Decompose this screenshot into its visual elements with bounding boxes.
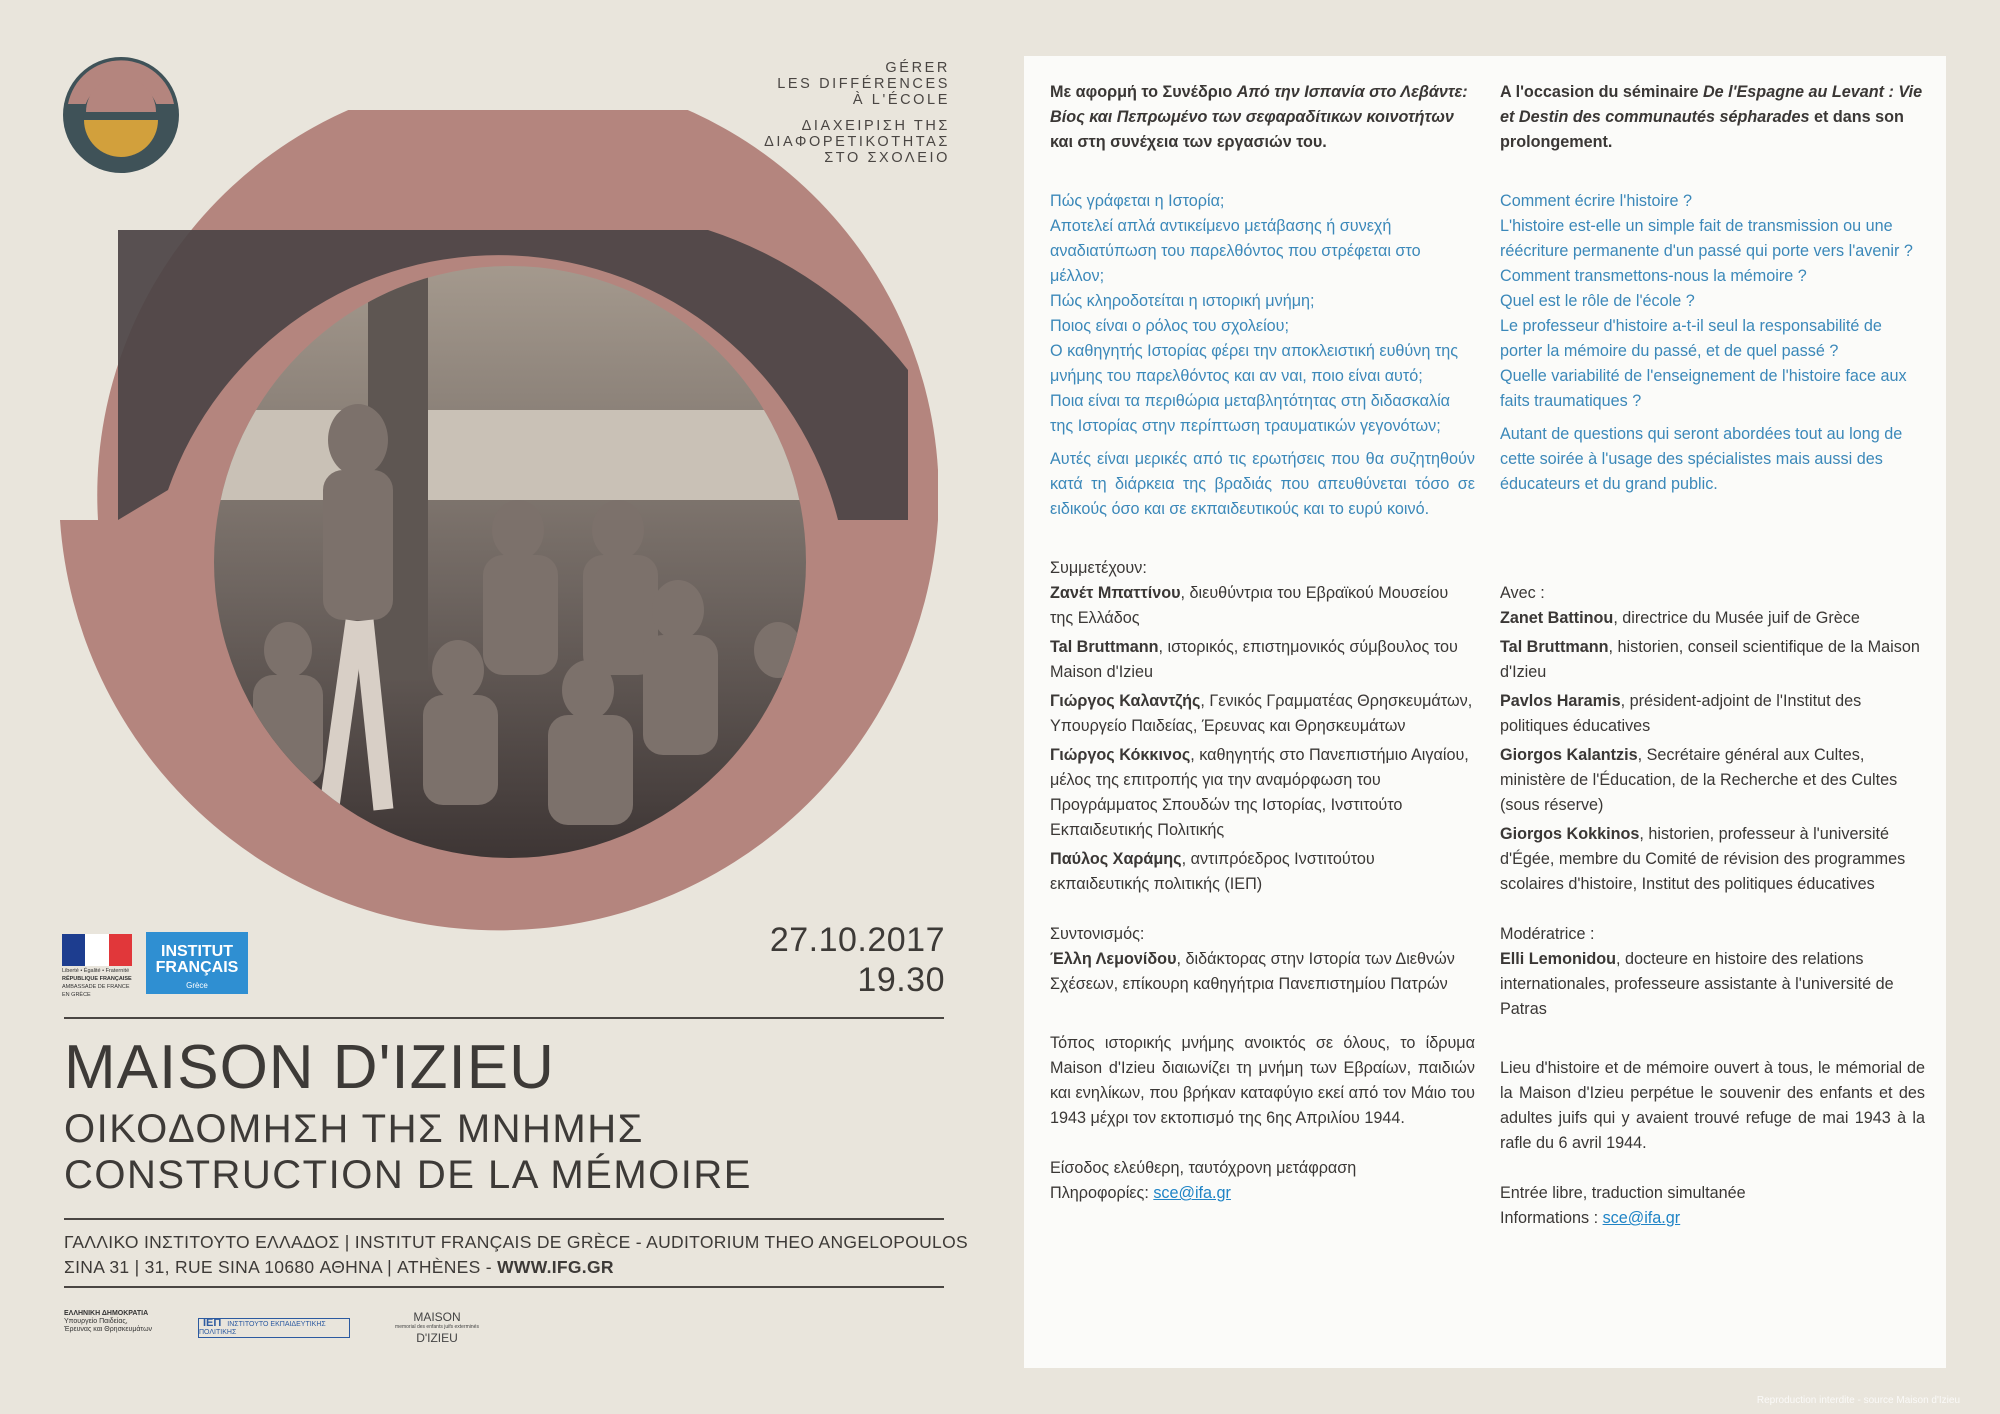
- event-subtitles: [64, 1106, 752, 1198]
- moderator-name: Έλλη Λεμονίδου: [1050, 950, 1177, 968]
- participant-desc: , historien, conseil scientifique de la Maison d'Izieu: [1500, 638, 1920, 681]
- moderation-label: Modératrice :: [1500, 925, 1595, 943]
- seminar-title: De l'Espagne au Levant : Vie et Destin des communautés sépharades: [1500, 83, 1923, 126]
- entry-info: Entrée libre, traduction simultanée: [1500, 1184, 1746, 1202]
- maison-izieu-logo: [382, 1310, 492, 1345]
- intro-text: et dans son prolongement.: [1500, 108, 1904, 151]
- place-description: Lieu d'histoire et de mémoire ouvert à tous, le mémorial de la Maison d'Izieu perpétue le souvenir des enfants et des adultes juifs qui y avaient trouvé refuge de mai 1943 à la rafle du 6 avril 1944.: [1500, 1059, 1925, 1152]
- event-time: 19.30: [857, 961, 945, 999]
- moderator: [1050, 947, 1475, 997]
- event-title: MAISON D'IZIEU: [64, 1033, 555, 1102]
- participant-desc: , directrice du Musée juif de Grèce: [1613, 609, 1860, 627]
- question: Πώς κληροδοτείται η ιστορική μνήμη;: [1050, 292, 1315, 310]
- event-date: 27.10.2017: [769, 921, 945, 959]
- tagline-gr-line: ΣΤΟ ΣΧΟΛΕΙΟ: [824, 150, 950, 166]
- participant: [1050, 581, 1475, 631]
- question: Comment écrire l'histoire ?: [1500, 192, 1693, 210]
- institut-francais-logo: [146, 932, 248, 994]
- participant-name: Giorgos Kalantzis: [1500, 746, 1638, 764]
- participants-label: Avec :: [1500, 584, 1545, 602]
- participant-desc: , αντιπρόεδρος Ινστιτούτου εκπαιδευτικής πολιτικής (ΙΕΠ): [1050, 850, 1375, 893]
- participant: [1050, 689, 1475, 739]
- contact-info: [1050, 1181, 1475, 1206]
- participant-name: Γιώργος Κόκκινος: [1050, 746, 1191, 764]
- intro-french: [1500, 80, 1925, 155]
- participant: [1500, 606, 1925, 631]
- izieu-logo-line: MAISON: [413, 1310, 461, 1324]
- intro-text: A l'occasion du séminaire: [1500, 83, 1703, 101]
- tagline-fr-line: LES DIFFÉRENCES: [777, 76, 950, 92]
- venue-address: ΣΙΝΑ 31 | 31, RUE SINA 10680 ΑΘΗΝΑ | ATHÈNES -: [64, 1257, 498, 1277]
- participant-name: Ζανέτ Μπαττίνου: [1050, 584, 1181, 602]
- seminar-title: Από την Ισπανία στο Λεβάντε: Βίος και Πεπρωμένο των σεφαραδίτικων κοινοτήτων: [1050, 83, 1468, 126]
- question: Αποτελεί απλά αντικείμενο μετάβασης ή συνεχή αναδιατύπωση του παρελθόντος που στρέφεται στο μέλλον;: [1050, 217, 1421, 285]
- institut-logo-line: FRANÇAIS: [155, 959, 239, 976]
- iep-logo: [198, 1318, 350, 1338]
- summary: Autant de questions qui seront abordées tout au long de cette soirée à l'usage des spécialistes mais aussi des éducateurs et du grand public.: [1500, 425, 1903, 493]
- entry-info: Είσοδος ελεύθερη, ταυτόχρονη μετάφραση: [1050, 1159, 1357, 1177]
- izieu-logo-line: D'IZIEU: [416, 1331, 458, 1345]
- intro-greek: [1050, 80, 1475, 155]
- institut-logo-line: INSTITUT: [161, 943, 233, 960]
- info-label: Πληροφορίες:: [1050, 1184, 1154, 1202]
- venue-info: [64, 1230, 968, 1280]
- republique-name: RÉPUBLIQUE FRANÇAISE: [62, 976, 132, 982]
- participant-name: Tal Bruttmann: [1500, 638, 1609, 656]
- info-label: Informations :: [1500, 1209, 1603, 1227]
- moderator-name: Elli Lemonidou: [1500, 950, 1617, 968]
- subtitle-french: CONSTRUCTION DE LA MÉMOIRE: [64, 1153, 752, 1197]
- participant-desc: , historien, professeur à l'université d'Égée, membre du Comité de révision des programmes scolaires d'histoire, Institut des politiques éducatives: [1500, 825, 1906, 893]
- place-description: Τόπος ιστορικής μνήμης ανοικτός σε όλους, το ίδρυμα Maison d'Izieu διαιωνίζει τη μνήμη των Εβραίων, παιδιών και ενηλίκων, που βρήκαν καταφύγιο εκεί από τον Μάιο του 1943 μέχρι τον εκτοπισμό της 6ης Απριλίου 1944.: [1050, 1034, 1475, 1127]
- contact-info: [1500, 1206, 1925, 1231]
- ministry-line: Υπουργείο Παιδείας,: [64, 1318, 128, 1325]
- participant-name: Tal Bruttmann: [1050, 638, 1159, 656]
- participant-desc: , καθηγητής στο Πανεπιστήμιο Αιγαίου, μέλος της επιτροπής για την αναμόρφωση του Προγράμματος Σπουδών της Ιστορίας, Ινστιτούτο Εκπαιδευτικής Πολιτικής: [1050, 746, 1469, 839]
- embassy-line: EN GRÈCE: [62, 992, 91, 998]
- questions-french: [1500, 189, 1925, 497]
- moderator-desc: , docteure en histoire des relations internationales, professeure assistante à l'université de Patras: [1500, 950, 1894, 1018]
- greek-column: [1050, 80, 1475, 1206]
- participant: [1500, 689, 1925, 739]
- participant-name: Pavlos Haramis: [1500, 692, 1621, 710]
- french-column: [1500, 80, 1925, 1231]
- moderation-label: Συντονισμός:: [1050, 925, 1145, 943]
- participant-desc: , Secrétaire général aux Cultes, ministère de l'Éducation, de la Recherche et des Cultes (sous réserve): [1500, 746, 1898, 814]
- summary: Αυτές είναι μερικές από τις ερωτήσεις που θα συζητηθούν κατά τη διάρκεια της βραδιάς που απευθύνεται τόσο σε ειδικούς όσο και σε εκπαιδευτικούς και το ευρύ κοινό.: [1050, 450, 1475, 518]
- republique-francaise-logo: [62, 934, 132, 996]
- question: Quel est le rôle de l'école ?: [1500, 292, 1695, 310]
- intro-text: και στη συνέχεια των εργασιών του.: [1050, 133, 1327, 151]
- venue-line: ΓΑΛΛΙΚΟ ΙΝΣΤΙΤΟΥΤΟ ΕΛΛΑΔΟΣ | INSTITUT FRANÇAIS DE GRÈCE - AUDITORIUM THEO ANGELOPOULOS: [64, 1232, 968, 1252]
- partner-logos: [64, 1310, 544, 1360]
- participant: [1500, 822, 1925, 897]
- hero-photo-collage: [58, 110, 958, 990]
- participants-label: Συμμετέχουν:: [1050, 559, 1147, 577]
- copyright-watermark: Reproduction interdite - source Maison d'Izieu: [1756, 1395, 1960, 1406]
- participant: [1500, 743, 1925, 818]
- question: Ποια είναι τα περιθώρια μεταβλητότητας στη διδασκαλία της Ιστορίας στην περίπτωση τραυματικών γεγονότων;: [1050, 392, 1451, 435]
- participant-name: Zanet Battinou: [1500, 609, 1614, 627]
- question: Ποιος είναι ο ρόλος του σχολείου;: [1050, 317, 1290, 335]
- tagline-gr-line: ΔΙΑΧΕΙΡΙΣΗ ΤΗΣ: [801, 118, 950, 134]
- ministry-line: ΕΛΛΗΝΙΚΗ ΔΗΜΟΚΡΑΤΙΑ: [64, 1310, 149, 1317]
- participant-name: Παύλος Χαράμης: [1050, 850, 1182, 868]
- institut-logo-country: Grèce: [186, 981, 208, 990]
- tagline-gr-line: ΔΙΑΦΟΡΕΤΙΚΟΤΗΤΑΣ: [764, 134, 950, 150]
- republique-motto: Liberté • Égalité • Fraternité: [62, 968, 130, 974]
- iep-abbr: ΙΕΠ: [203, 1317, 222, 1329]
- participant-desc: , président-adjoint de l'Institut des politiques éducatives: [1500, 692, 1862, 735]
- question: Le professeur d'histoire a-t-il seul la responsabilité de porter la mémoire du passé, et de quel passé ?: [1500, 317, 1882, 360]
- greek-ministry-logo: [64, 1310, 184, 1334]
- participant-name: Γιώργος Καλαντζής: [1050, 692, 1201, 710]
- tagline-fr-line: GÉRER: [885, 60, 950, 76]
- embassy-line: AMBASSADE DE FRANCE: [62, 984, 130, 990]
- divider: [64, 1286, 944, 1288]
- question: Quelle variabilité de l'enseignement de l'histoire face aux faits traumatiques ?: [1500, 367, 1907, 410]
- ministry-line: Έρευνας και Θρησκευμάτων: [64, 1326, 153, 1333]
- question: Ο καθηγητής Ιστορίας φέρει την αποκλειστική ευθύνη της μνήμης του παρελθόντος και αν ναι, ποιο είναι αυτό;: [1050, 342, 1459, 385]
- email-link[interactable]: sce@ifa.gr: [1153, 1184, 1231, 1202]
- participant: [1050, 635, 1475, 685]
- email-link[interactable]: sce@ifa.gr: [1602, 1209, 1681, 1227]
- event-datetime: [770, 920, 945, 1000]
- participant: [1050, 847, 1475, 897]
- participant-desc: , διευθύντρια του Εβραϊκού Μουσείου της Ελλάδος: [1050, 584, 1449, 627]
- participant: [1500, 635, 1925, 685]
- question: Comment transmettons-nous la mémoire ?: [1500, 267, 1807, 285]
- tagline-fr-line: À L'ÉCOLE: [852, 92, 950, 108]
- participant-desc: , Γενικός Γραμματέας Θρησκευμάτων, Υπουργείο Παιδείας, Έρευνας και Θρησκευμάτων: [1050, 692, 1473, 735]
- moderator-desc: , διδάκτορας στην Ιστορία των Διεθνών Σχέσεων, επίκουρη καθηγήτρια Πανεπιστημίου Πατρών: [1050, 950, 1455, 993]
- intro-text: Με αφορμή το Συνέδριο: [1050, 83, 1237, 101]
- divider: [64, 1218, 944, 1220]
- french-flag-icon: [62, 934, 132, 966]
- question: Πώς γράφεται η Ιστορία;: [1050, 192, 1225, 210]
- website-link[interactable]: WWW.IFG.GR: [497, 1257, 614, 1277]
- participant-name: Giorgos Kokkinos: [1500, 825, 1640, 843]
- izieu-logo-tagline: memorial des enfants juifs exterminés: [395, 1324, 479, 1330]
- question: L'histoire est-elle un simple fait de transmission ou une réécriture permanente d'un passé qui porte vers l'avenir ?: [1500, 217, 1913, 260]
- divider: [64, 1017, 944, 1019]
- participant-desc: , ιστορικός, επιστημονικός σύμβουλος του Maison d'Izieu: [1050, 638, 1458, 681]
- iep-name: ΙΝΣΤΙΤΟΥΤΟ ΕΚΠΑΙΔΕΥΤΙΚΗΣ ΠΟΛΙΤΙΚΗΣ: [199, 1321, 326, 1336]
- questions-greek: [1050, 189, 1475, 522]
- participant: [1050, 743, 1475, 843]
- subtitle-greek: ΟΙΚΟΔΟΜΗΣΗ ΤΗΣ ΜΝΗΜΗΣ: [64, 1107, 644, 1151]
- moderator: [1500, 947, 1925, 1022]
